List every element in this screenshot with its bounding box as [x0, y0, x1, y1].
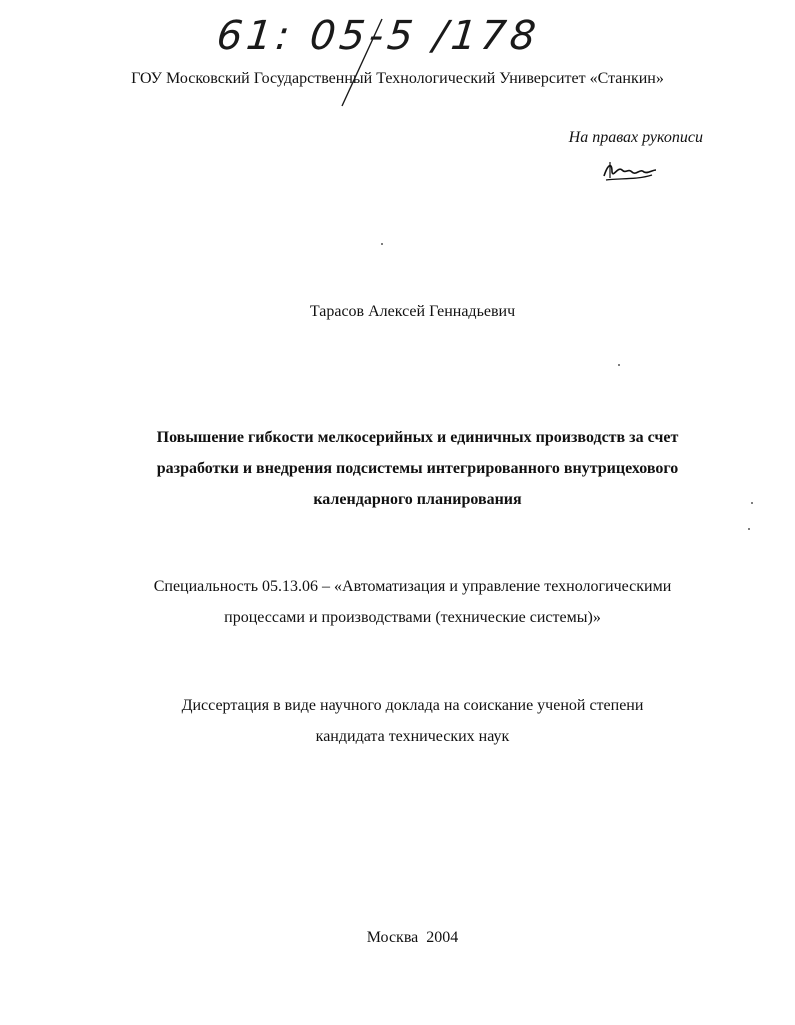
title-line-1: Повышение гибкости мелкосерийных и единичных производств за счет: [156, 429, 679, 446]
specialty-line-1: Специальность 05.13.06 – «Автоматизация и управление технологическими: [153, 578, 672, 595]
scan-speck: [381, 243, 383, 245]
scan-speck: [618, 364, 620, 366]
title-line-2: разработки и внедрения подсистемы интегрированного внутрицехового: [156, 460, 679, 477]
city-year-footer: [0, 929, 795, 947]
scan-speck: [748, 528, 750, 530]
title-line-3: календарного планирования: [313, 491, 522, 508]
organization-name: ГОУ Московский Государственный Технологический Университет «Станкин»: [131, 70, 664, 87]
specialty-block: [110, 571, 715, 633]
dissertation-line-1: Диссертация в виде научного доклада на соискание ученой степени: [181, 697, 644, 714]
signature-icon: [600, 158, 660, 186]
dissertation-type-block: [140, 690, 685, 752]
footer-city: Москва: [366, 929, 419, 946]
specialty-line-2: процессами и производствами (технические системы)»: [224, 609, 601, 626]
dissertation-line-2: кандидата технических наук: [315, 728, 510, 745]
handwritten-slash-stroke: [214, 14, 394, 114]
footer-year: 2004: [426, 929, 459, 946]
dissertation-title: [120, 422, 715, 515]
author-name: Тарасов Алексей Геннадьевич: [309, 303, 516, 320]
scan-speck: [751, 502, 753, 504]
manuscript-rights-note: На правах рукописи: [568, 129, 703, 146]
handwritten-archive-code: 61: 05-5 /178: [214, 13, 542, 59]
